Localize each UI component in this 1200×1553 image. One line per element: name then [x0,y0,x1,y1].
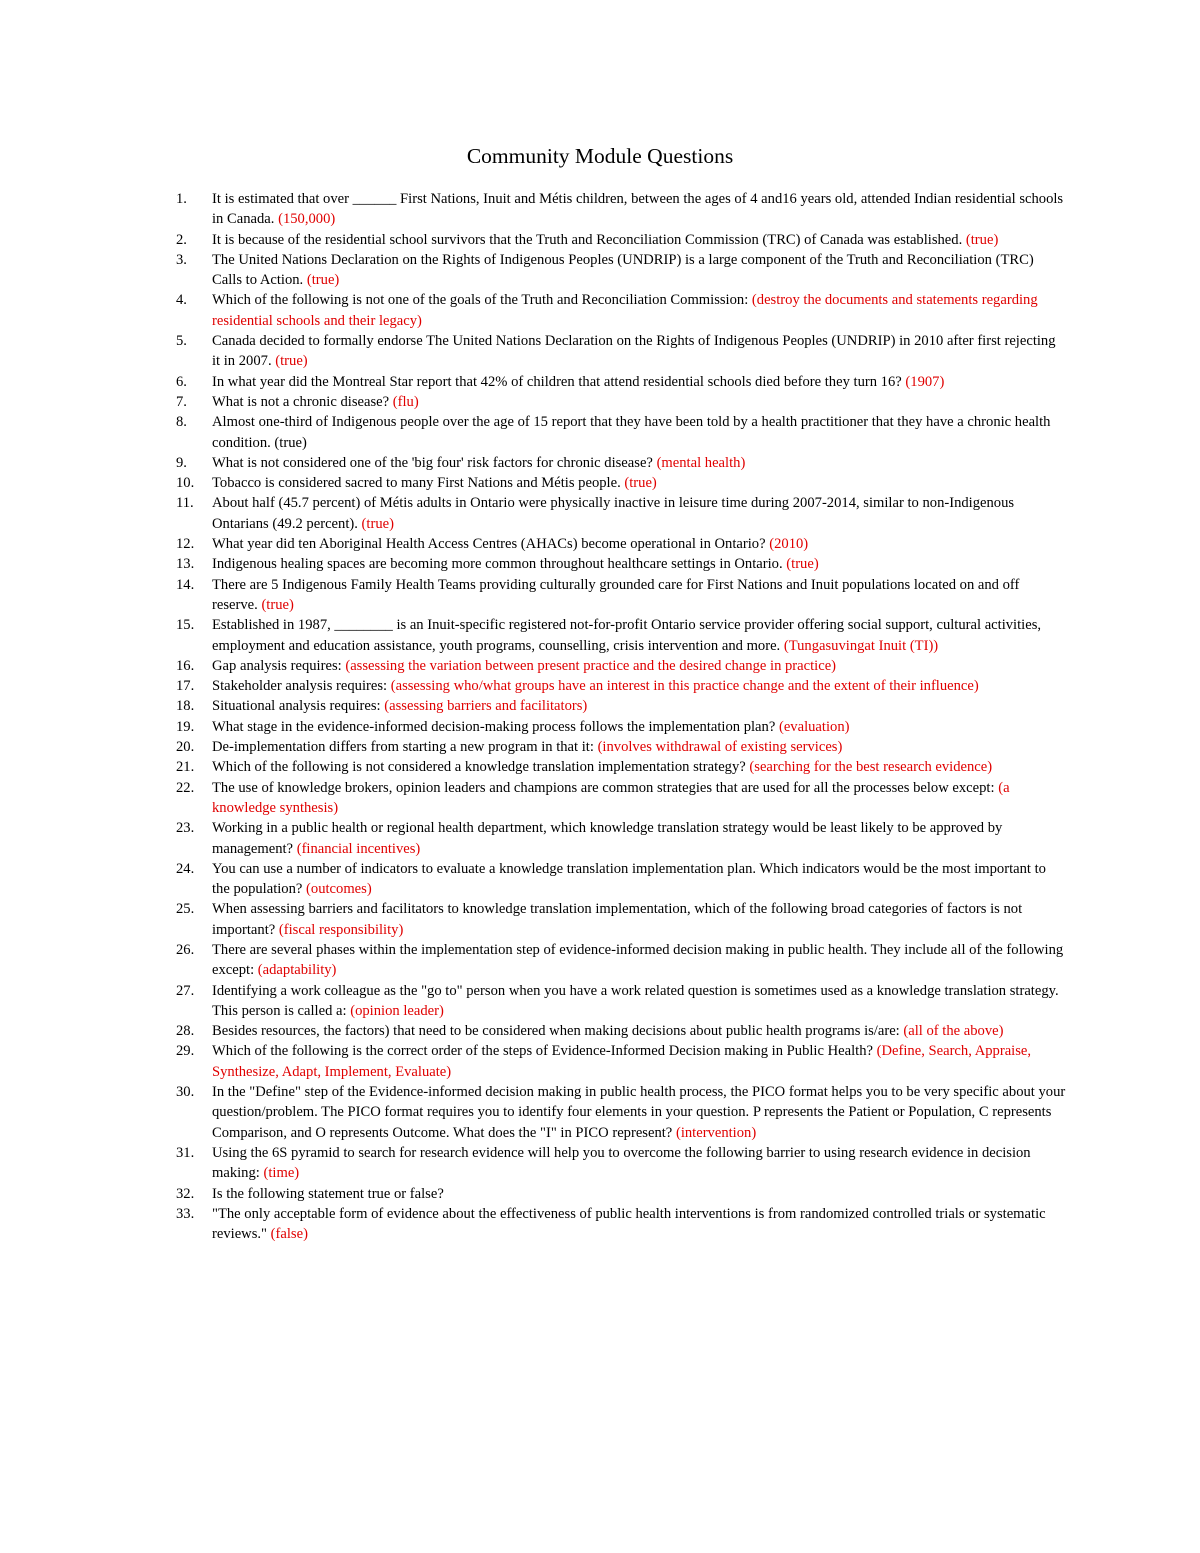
question-text: Situational analysis requires: [212,698,381,715]
question-text: Almost one-third of Indigenous people over the age of 15 report that they have been told by a health practitioner that they have a chronic health condition. (true) [212,414,1051,451]
question-item [176,250,1066,291]
question-number: 27. [176,982,195,999]
question-text: There are several phases within the implementation step of evidence-informed decision making in public health. They include all of the following except: [212,941,1064,979]
question-text: It is because of the residential school survivors that the Truth and Reconciliation Commission (TRC) of Canada was established. [212,231,963,248]
answer-text: (searching for the best research evidence) [749,759,993,776]
question-text: Using the 6S pyramid to search for research evidence will help you to overcome the following barrier to using research evidence in decision making: [212,1144,1031,1182]
question-item [176,412,1066,453]
question-item [176,331,1066,372]
question-item [176,1082,1066,1143]
question-number: 3. [176,251,187,268]
question-item [176,717,1066,737]
answer-text: (true) [261,596,294,613]
question-text: Canada decided to formally endorse The United Nations Declaration on the Rights of Indigenous Peoples (UNDRIP) in 2010 after first rejecting it in 2007. [212,333,1056,370]
question-item [176,473,1066,493]
question-number: 23. [176,820,195,837]
question-number: 2. [176,231,187,248]
question-item [176,1143,1066,1184]
question-item [176,676,1066,696]
question-text: Established in 1987, ________ is an Inuit-specific registered not-for-profit Ontario service provider offering social support, cultural activities, employment and education assistance, youth programs, counselling, crisis intervention and more. [212,617,1042,654]
question-text: There are 5 Indigenous Family Health Teams providing culturally grounded care for First Nations and Inuit populations located on and off reserve. [212,576,1020,613]
question-item [176,1204,1066,1245]
page-title: Community Module Questions [466,144,734,168]
question-item [176,189,1066,230]
answer-text: (Define, Search, Appraise, Synthesize, Adapt, Implement, Evaluate) [212,1043,1032,1080]
question-text: Working in a public health or regional health department, which knowledge translation strategy would be least likely to be approved by management? [212,820,1003,857]
question-text: About half (45.7 percent) of Métis adults in Ontario were physically inactive in leisure time during 2007-2014, similar to non-Indigenous Ontarians (49.2 percent). [212,495,1015,532]
question-text: The use of knowledge brokers, opinion leaders and champions are common strategies that are used for all the processes below except: [212,779,995,796]
question-number: 25. [176,901,195,918]
question-number: 4. [176,292,187,309]
answer-text: (opinion leader) [350,1002,444,1019]
question-text: Tobacco is considered sacred to many First Nations and Métis people. [212,475,621,492]
question-text: Which of the following is not one of the goals of the Truth and Reconciliation Commission: [212,292,749,309]
answer-text: (time) [263,1165,300,1182]
question-number: 15. [176,617,195,634]
question-number: 32. [176,1185,195,1202]
answer-text: (1907) [905,373,945,390]
question-number: 30. [176,1084,195,1101]
question-number: 10. [176,475,195,492]
question-item [176,656,1066,676]
question-item [176,696,1066,716]
question-number: 22. [176,779,195,796]
answer-text: (all of the above) [903,1023,1004,1040]
question-item [176,554,1066,574]
answer-text: (fiscal responsibility) [278,921,404,938]
question-item [176,534,1066,554]
answer-text: (destroy the documents and statements regarding residential schools and their legacy) [212,292,1038,329]
answer-text: (involves withdrawal of existing services) [597,739,843,756]
question-number: 24. [176,860,195,877]
question-text: The United Nations Declaration on the Rights of Indigenous Peoples (UNDRIP) is a large component of the Truth and Reconciliation (TRC) Calls to Action. [212,251,1034,289]
question-number: 33. [176,1205,195,1222]
question-number: 5. [176,333,187,350]
question-number: 31. [176,1144,195,1161]
answer-text: (Tungasuvingat Inuit (TI)) [783,637,939,654]
question-item [176,1184,1066,1204]
question-number: 1. [176,191,187,207]
question-item [176,757,1066,777]
question-text: Besides resources, the factors) that need to be considered when making decisions about public health programs is/are: [212,1023,900,1040]
question-number: 29. [176,1043,195,1060]
answer-text: (assessing barriers and facilitators) [384,698,588,715]
answer-text: (true) [361,515,394,532]
question-text: When assessing barriers and facilitators to knowledge translation implementation, which of the following broad categories of factors is not important? [212,901,1023,938]
answer-text: (2010) [769,536,809,553]
question-item [176,1041,1066,1082]
question-item [176,981,1066,1022]
question-number: 7. [176,393,187,410]
answer-text: (adaptability) [257,962,337,979]
answer-text: (outcomes) [306,881,372,898]
question-text: Is the following statement true or false? [212,1185,444,1202]
question-item [176,575,1066,616]
question-text: Which of the following is not considered a knowledge translation implementation strategy? [212,759,746,776]
answer-text: (mental health) [656,454,746,471]
answer-text: (150,000) [278,211,336,228]
question-item [176,615,1066,656]
question-number: 14. [176,576,195,593]
question-number: 6. [176,373,187,390]
answer-text: (intervention) [675,1124,757,1141]
question-number: 21. [176,759,195,776]
question-text: De-implementation differs from starting a new program in that it: [212,739,594,756]
answer-text: (financial incentives) [296,840,421,857]
question-number: 28. [176,1023,195,1040]
question-number: 20. [176,739,195,756]
question-item [176,778,1066,819]
question-item [176,493,1066,534]
question-item [176,372,1066,392]
question-list [176,189,1066,1244]
question-text: What is not considered one of the 'big four' risk factors for chronic disease? [212,454,653,471]
question-item [176,818,1066,859]
question-item [176,290,1066,331]
question-text: Stakeholder analysis requires: [212,678,388,695]
question-item [176,940,1066,981]
question-text: In what year did the Montreal Star report that 42% of children that attend residential schools died before they turn 16? [212,373,902,390]
question-item [176,899,1066,940]
question-number: 9. [176,454,187,471]
question-text: "The only acceptable form of evidence about the effectiveness of public health interventions is from randomized controlled trials or systematic reviews." [212,1205,1046,1243]
question-item [176,453,1066,473]
question-item [176,859,1066,900]
question-number: 18. [176,698,195,715]
question-text: You can use a number of indicators to evaluate a knowledge translation implementation plan. Which indicators would be the most important to the population? [212,860,1046,898]
question-text: Gap analysis requires: [212,657,342,674]
answer-text: (a knowledge synthesis) [212,779,1010,816]
question-item [176,392,1066,412]
answer-text: (true) [624,475,657,492]
answer-text: (evaluation) [778,718,850,735]
question-text: Identifying a work colleague as the "go to" person when you have a work related question is sometimes used as a knowledge translation strategy. This person is called a: [212,982,1059,1019]
answer-text: (true) [786,556,819,573]
question-text: In the "Define" step of the Evidence-informed decision making in public health process, the PICO format helps you to be very specific about your question/problem. The PICO format requires you to identify four elements in your question. P represents the Patient or Population, C represents Comparison, and O represents Outcome. What does the "I" in PICO represent? [212,1084,1066,1141]
question-item [176,737,1066,757]
answer-text: (flu) [392,393,419,410]
question-number: 12. [176,536,195,553]
question-text: What year did ten Aboriginal Health Access Centres (AHACs) become operational in Ontario? [212,536,766,553]
answer-text: (assessing the variation between present practice and the desired change in practice) [345,657,837,674]
answer-text: (false) [270,1226,308,1243]
question-text: It is estimated that over ______ First Nations, Inuit and Métis children, between the ages of 4 and16 years old, attended Indian residential schools in Canada. [212,191,1064,228]
question-text: What stage in the evidence-informed decision-making process follows the implementation plan? [212,718,776,735]
question-number: 17. [176,678,195,695]
question-number: 16. [176,657,195,674]
question-item [176,230,1066,250]
question-number: 8. [176,414,187,431]
question-number: 19. [176,718,195,735]
question-text: What is not a chronic disease? [212,393,390,410]
answer-text: (true) [275,353,308,370]
question-number: 13. [176,556,195,573]
question-text: Which of the following is the correct order of the steps of Evidence-Informed Decision making in Public Health? [212,1043,873,1060]
answer-text: (assessing who/what groups have an interest in this practice change and the extent of their influence) [390,678,979,695]
question-number: 11. [176,495,194,512]
question-item [176,1021,1066,1041]
answer-text: (true) [306,272,340,289]
question-text: Indigenous healing spaces are becoming more common throughout healthcare settings in Ontario. [212,556,783,573]
answer-text: (true) [965,231,999,248]
question-number: 26. [176,941,195,958]
